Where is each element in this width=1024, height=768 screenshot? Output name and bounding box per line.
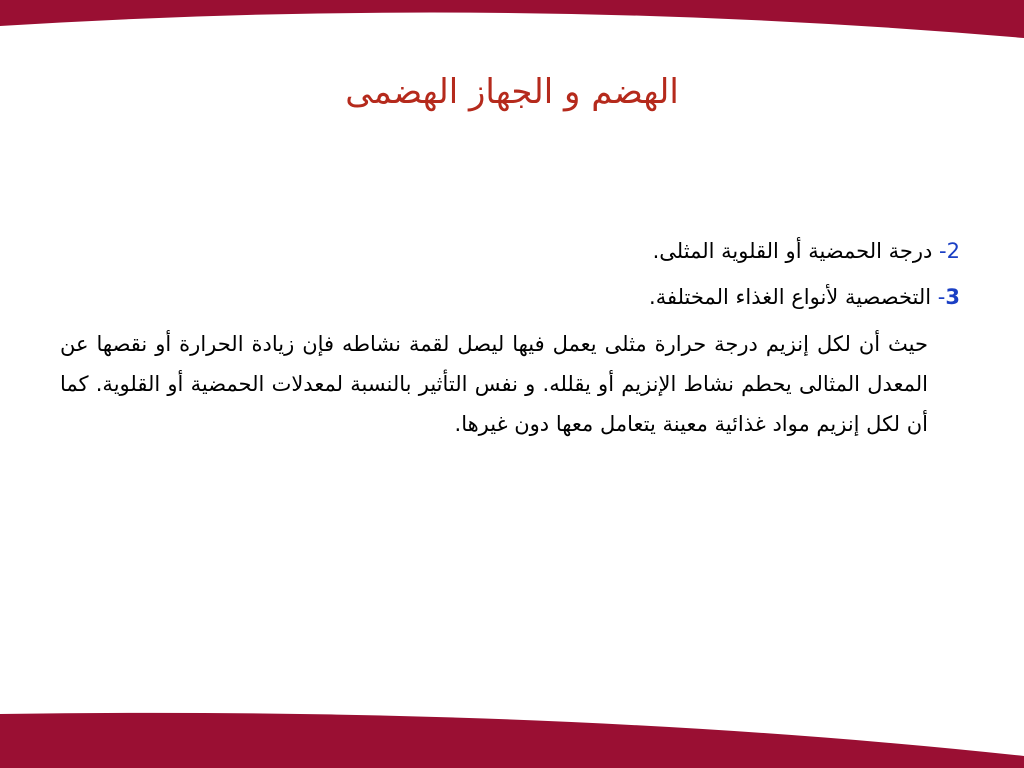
list-item-number: 3: [945, 285, 960, 309]
slide-body: [60, 236, 960, 444]
top-band-shape: [0, 0, 1024, 38]
bottom-decorative-band: [0, 698, 1024, 768]
list-item: [60, 282, 960, 312]
list-item-dash: -: [931, 285, 946, 309]
list-item: [60, 236, 960, 266]
body-paragraph: حيث أن لكل إنزيم درجة حرارة مثلى يعمل فيها ليصل لقمة نشاطه فإن زيادة الحرارة أو نقصها عن المعدل المثالى يحطم نشاط الإنزيم أو يقلله. و نفس التأثير بالنسبة لمعدلات الحمضية أو القلوية. كما أن لكل إنزيم مواد غذائية معينة يتعامل معها دون غيرها.: [60, 332, 928, 436]
list-item-number: 2: [946, 239, 960, 263]
list-item-dash: -: [932, 239, 947, 263]
slide-title: الهضم و الجهاز الهضمى: [345, 72, 679, 112]
top-decorative-band: [0, 0, 1024, 40]
bottom-band-shape: [0, 713, 1024, 768]
list-item-text: التخصصية لأنواع الغذاء المختلفة.: [649, 285, 932, 309]
list-item-text: درجة الحمضية أو القلوية المثلى.: [652, 239, 933, 263]
